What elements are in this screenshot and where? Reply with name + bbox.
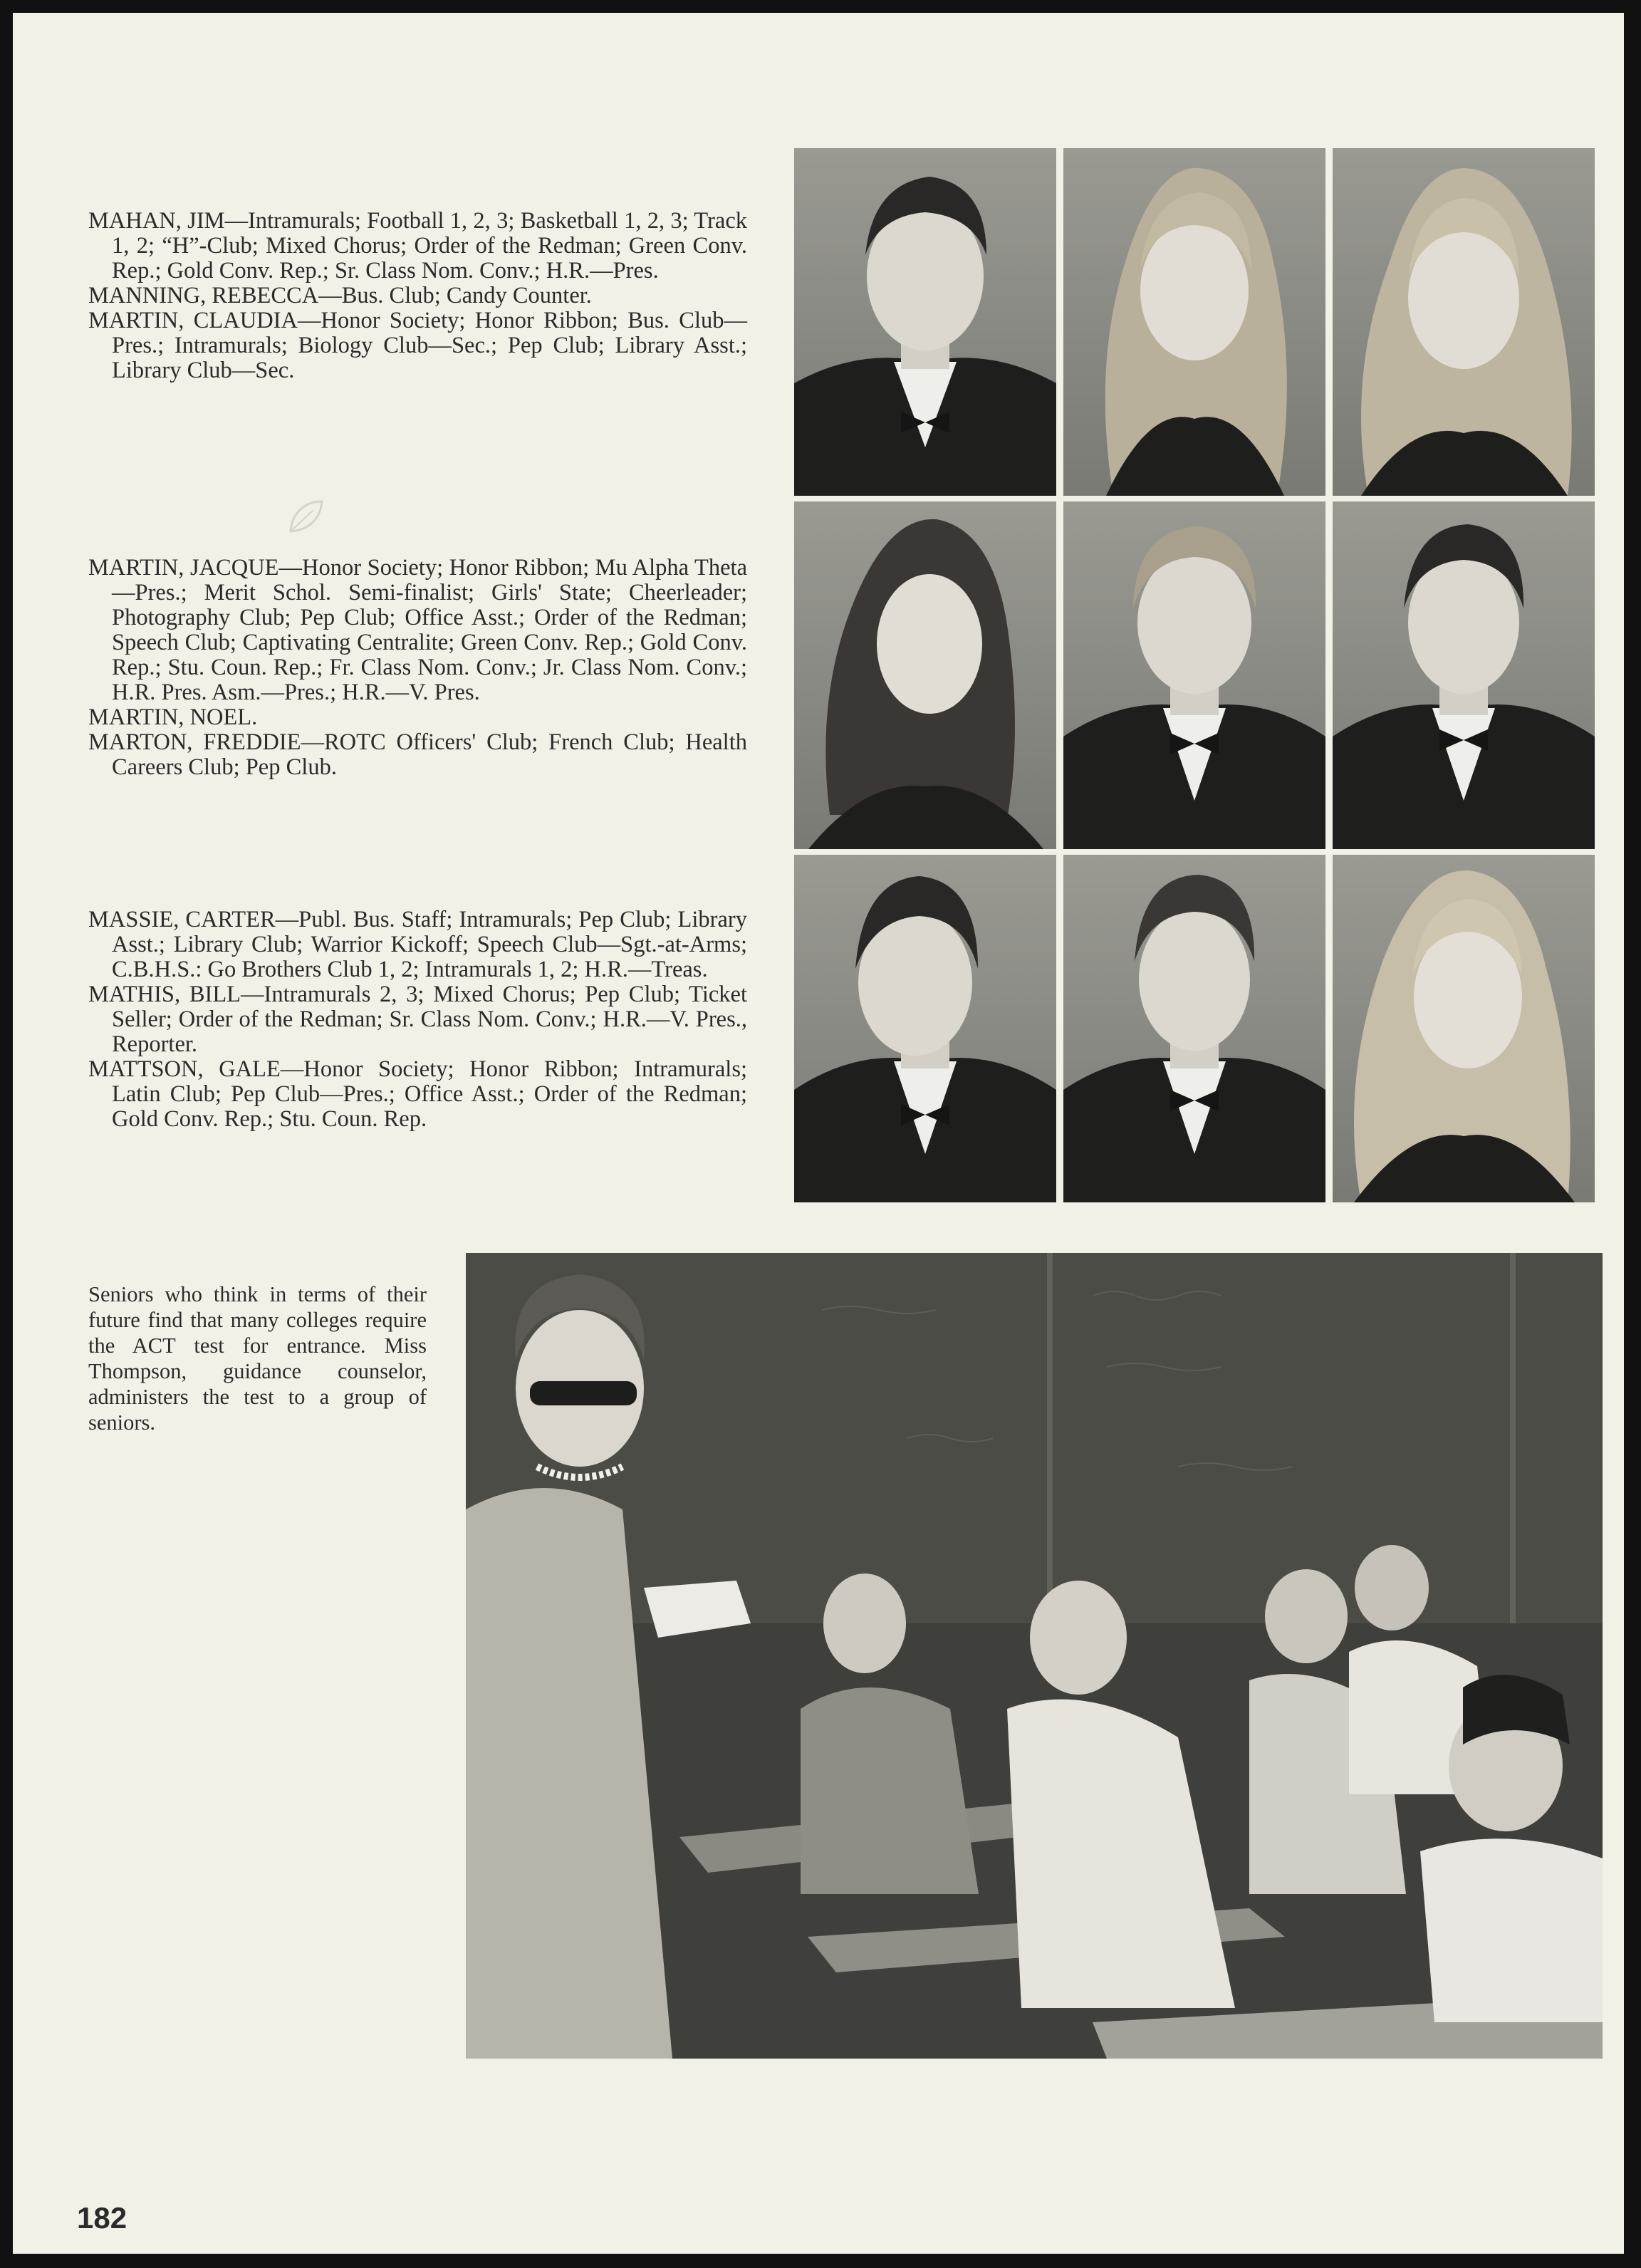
student-name: MANNING, REBECCA [88,283,319,308]
page-number: 182 [77,2201,127,2235]
bio-group [88,907,747,1132]
student-name: MATTSON, GALE [88,1056,281,1082]
student-portrait [1333,855,1595,1202]
student-activities: Honor Society; Honor Ribbon; Intramurals; Latin Club; Pep Club—Pres.; Office Asst.; Order of the Redman; Gold Conv. Rep.; Stu. Coun. Rep. [112,1056,747,1132]
leaf-watermark-icon [285,496,328,539]
bio-group [88,209,747,383]
student-portrait [794,148,1056,496]
student-portrait [1063,855,1325,1202]
student-name: MARTON, FREDDIE [88,729,301,755]
student-activities: Intramurals 2, 3; Mixed Chorus; Pep Club; Ticket Seller; Order of the Redman; Sr. Class Nom. Conv.; H.R.—V. Pres., Reporter. [112,982,747,1057]
student-name: MASSIE, CARTER [88,907,276,932]
bio-group [88,556,747,780]
student-portrait [1063,501,1325,849]
student-bio: MARTIN, JACQUE—Honor Society; Honor Ribbon; Mu Alpha Theta—Pres.; Merit Schol. Semi-finalist; Girls' State; Cheerleader; Photography Club; Pep Club; Office Asst.; Order of the Redman; Speech Club; Captivating Centralite; Green Conv. Rep.; Gold Conv. Rep.; Stu. Coun. Rep.; Fr. Class Nom. Conv.; Jr. Class Nom. Conv.; H.R. Pres. Asm.—Pres.; H.R.—V. Pres. [88,555,747,705]
student-activities: Intramurals; Football 1, 2, 3; Basketball 1, 2, 3; Track 1, 2; “H”-Club; Mixed Chorus; Order of the Redman; Green Conv. Rep.; Gold Conv. Rep.; Sr. Class Nom. Conv.; H.R.—Pres. [112,208,748,284]
student-activities: Bus. Club; Candy Counter. [341,283,592,308]
yearbook-page [13,13,1624,2254]
student-name: MARTIN, JACQUE [88,555,279,581]
student-name: MARTIN, NOEL. [88,704,258,730]
photo-caption: Seniors who think in terms of their future find that many colleges require the ACT test for entrance. Miss Thompson, guidance counselor, administers the test to a group of seniors. [88,1282,427,1435]
student-bio: MARTIN, CLAUDIA—Honor Society; Honor Ribbon; Bus. Club—Pres.; Intramurals; Biology Club—Sec.; Pep Club; Library Asst.; Library Club—Sec. [88,308,747,383]
student-portrait [794,855,1056,1202]
student-name: MARTIN, CLAUDIA [88,308,298,333]
student-name: MATHIS, BILL [88,982,241,1007]
student-bio: MANNING, REBECCA—Bus. Club; Candy Counter. [88,283,592,308]
student-bio: MAHAN, JIM—Intramurals; Football 1, 2, 3; Basketball 1, 2, 3; Track 1, 2; “H”-Club; Mixed Chorus; Order of the Redman; Green Conv. Rep.; Gold Conv. Rep.; Sr. Class Nom. Conv.; H.R.—Pres. [88,208,748,284]
student-activities: Publ. Bus. Staff; Intramurals; Pep Club; Library Asst.; Library Club; Warrior Kickoff; Speech Club—Sgt.-at-Arms; C.B.H.S.: Go Brothers Club 1, 2; Intramurals 1, 2; H.R.—Treas. [112,907,748,982]
student-portrait [1063,148,1325,496]
student-bio [88,705,747,730]
student-activities: Honor Society; Honor Ribbon; Bus. Club—Pres.; Intramurals; Biology Club—Sec.; Pep Club; Library Asst.; Library Club—Sec. [112,308,747,383]
student-portrait [794,501,1056,849]
student-bio: MARTON, FREDDIE—ROTC Officers' Club; French Club; Health Careers Club; Pep Club. [88,729,747,780]
student-name: MAHAN, JIM [88,208,225,234]
student-activities: Honor Society; Honor Ribbon; Mu Alpha Theta—Pres.; Merit Schol. Semi-finalist; Girls' State; Cheerleader; Photography Club; Pep Club; Office Asst.; Order of the Redman; Speech Club; Captivating Centralite; Green Conv. Rep.; Gold Conv. Rep.; Stu. Coun. Rep.; Fr. Class Nom. Conv.; Jr. Class Nom. Conv.; H.R. Pres. Asm.—Pres.; H.R.—V. Pres. [112,555,747,705]
student-bio: MATTSON, GALE—Honor Society; Honor Ribbon; Intramurals; Latin Club; Pep Club—Pres.; Office Asst.; Order of the Redman; Gold Conv. Rep.; Stu. Coun. Rep. [88,1056,747,1132]
classroom-photo [466,1253,1603,2059]
student-bio: MATHIS, BILL—Intramurals 2, 3; Mixed Chorus; Pep Club; Ticket Seller; Order of the Redman; Sr. Class Nom. Conv.; H.R.—V. Pres., Reporter. [88,982,747,1057]
student-portrait [1333,148,1595,496]
student-activities: ROTC Officers' Club; French Club; Health Careers Club; Pep Club. [112,729,747,780]
student-bio: MASSIE, CARTER—Publ. Bus. Staff; Intramurals; Pep Club; Library Asst.; Library Club; Warrior Kickoff; Speech Club—Sgt.-at-Arms; C.B.H.S.: Go Brothers Club 1, 2; Intramurals 1, 2; H.R.—Treas. [88,907,748,982]
student-portrait [1333,501,1595,849]
portrait-grid [794,148,1606,1202]
